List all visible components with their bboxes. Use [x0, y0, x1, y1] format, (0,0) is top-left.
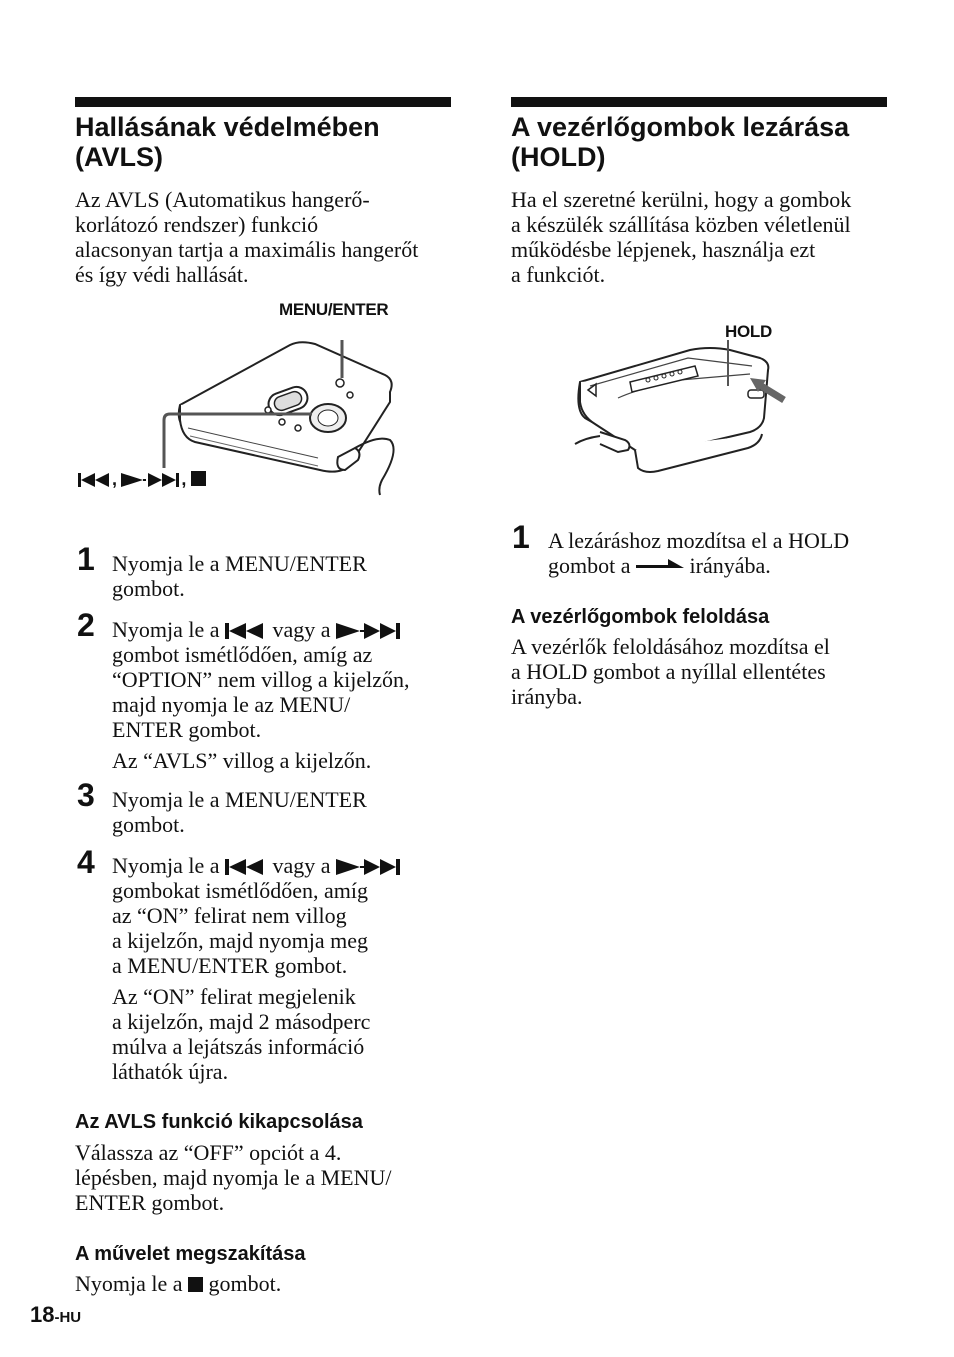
hold-step-1-text	[548, 528, 888, 578]
text-line: a funkciót.	[511, 262, 606, 287]
previous-icon	[78, 473, 112, 487]
subheading-cancel: A művelet megszakítása	[75, 1243, 306, 1265]
text-span: gombot.	[208, 1271, 282, 1296]
text-span: Nyomja le a	[75, 1271, 183, 1296]
heading-line: A vezérlőgombok lezárása	[511, 112, 850, 142]
text-line: korlátozó rendszer) funkció	[75, 212, 319, 237]
text-span: vagy a	[272, 617, 331, 642]
text-line: Nyomja le a MENU/ENTER	[112, 551, 367, 576]
heading-line: (HOLD)	[511, 142, 606, 172]
text-line: Az AVLS (Automatikus hangerő-	[75, 187, 370, 212]
text-line: láthatók újra.	[112, 1059, 229, 1084]
text-line: a HOLD gombot a nyíllal ellentétes	[511, 659, 826, 684]
text-line: A lezáráshoz mozdítsa el a HOLD	[548, 528, 850, 553]
step-number: 2	[77, 607, 95, 643]
text-line: gombot ismétlődően, amíg az	[112, 642, 373, 667]
section-rule	[75, 97, 451, 107]
heading-line: Hallásának védelmében	[75, 112, 380, 142]
step-number: 4	[77, 844, 95, 880]
step-1-text	[112, 551, 367, 601]
subheading-unlock: A vezérlőgombok feloldása	[511, 606, 770, 628]
text-line: az “ON” felirat nem villog	[112, 903, 347, 928]
section-heading	[75, 112, 451, 172]
play-next-icon	[336, 623, 402, 639]
step-note: Az “AVLS” villog a kijelzőn.	[112, 748, 372, 773]
player-illustration	[150, 320, 410, 500]
step-3-text	[112, 787, 367, 837]
intro-paragraph	[75, 187, 451, 287]
previous-icon	[225, 623, 267, 639]
text-line: Válassza az “OFF” opciót a 4.	[75, 1140, 342, 1165]
avls-off-text	[75, 1140, 391, 1215]
step-4-text	[112, 853, 452, 1084]
page-number	[30, 1302, 81, 1328]
step-2-line-with-icons	[112, 617, 452, 642]
step-note	[112, 984, 452, 1084]
text-line: a kijelzőn, majd nyomja meg	[112, 928, 368, 953]
intro-paragraph	[511, 187, 887, 287]
text-span: vagy a	[272, 853, 331, 878]
text-span: Nyomja le a	[112, 853, 220, 878]
text-line: majd nyomja le az MENU/	[112, 692, 351, 717]
page-number-value: 18	[30, 1302, 55, 1327]
text-line: lépésben, majd nyomja le a MENU/	[75, 1165, 392, 1190]
text-line: ENTER gombot.	[112, 717, 262, 742]
text-line: Az “ON” felirat megjelenik	[112, 984, 356, 1009]
callout-hold: HOLD	[725, 322, 772, 341]
text-line: a készülék szállítása közben véletlenül	[511, 212, 851, 237]
subheading-avls-off: Az AVLS funkció kikapcsolása	[75, 1111, 363, 1133]
text-line: gombot.	[112, 812, 185, 837]
hold-illustration	[570, 340, 800, 480]
hold-step-1-line-2	[548, 553, 888, 578]
text-line: Nyomja le a MENU/ENTER	[112, 787, 367, 812]
text-line: működésbe lépjenek, használja ezt	[511, 237, 816, 262]
step-4-line-with-icons	[112, 853, 452, 878]
separator: ,	[181, 469, 187, 489]
text-line: Ha el szeretné kerülni, hogy a gombok	[511, 187, 852, 212]
cancel-text	[75, 1271, 281, 1296]
text-span: gombot a	[548, 553, 631, 578]
step-number: 3	[77, 777, 95, 813]
text-line: gombot.	[112, 576, 185, 601]
play-next-icon	[336, 859, 402, 875]
text-line: A vezérlők feloldásához mozdítsa el	[511, 634, 830, 659]
text-line: ENTER gombot.	[75, 1190, 225, 1215]
text-span: Nyomja le a	[112, 617, 220, 642]
step-number: 1	[77, 541, 95, 577]
unlock-text	[511, 634, 830, 709]
text-line: “OPTION” nem villog a kijelzőn,	[112, 667, 410, 692]
callout-menu-enter: MENU/ENTER	[279, 300, 389, 319]
section-rule	[511, 97, 887, 107]
text-span: irányába.	[689, 553, 771, 578]
stop-icon	[188, 1277, 203, 1292]
text-line: múlva a lejátszás információ	[112, 1034, 365, 1059]
step-number: 1	[512, 519, 530, 555]
text-line: irányba.	[511, 684, 583, 709]
previous-icon	[225, 859, 267, 875]
text-line: és így védi hallását.	[75, 262, 249, 287]
text-line: a kijelzőn, majd 2 másodperc	[112, 1009, 371, 1034]
text-line: a MENU/ENTER gombot.	[112, 953, 348, 978]
text-line: gombokat ismétlődően, amíg	[112, 878, 369, 903]
text-line: alacsonyan tartja a maximális hangerőt	[75, 237, 419, 262]
step-2-text	[112, 617, 452, 773]
separator: ,	[112, 469, 117, 489]
slide-arrow-icon	[636, 559, 684, 571]
section-heading	[511, 112, 887, 172]
heading-line: (AVLS)	[75, 142, 163, 172]
page-number-suffix: -HU	[54, 1309, 82, 1326]
